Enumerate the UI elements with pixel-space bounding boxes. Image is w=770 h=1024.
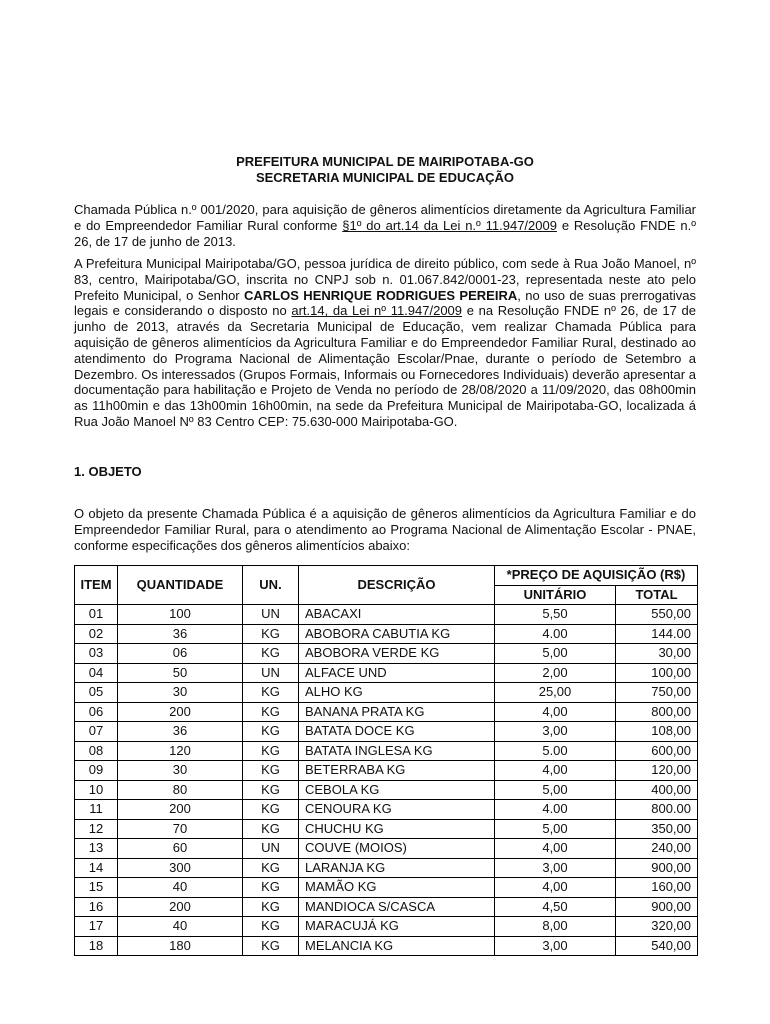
cell-item: 01 <box>75 605 118 625</box>
cell-unitario: 4.00 <box>495 624 616 644</box>
cell-unitario: 25,00 <box>495 683 616 703</box>
cell-quantidade: 120 <box>118 741 243 761</box>
cell-total: 900,00 <box>616 858 698 878</box>
cell-quantidade: 180 <box>118 936 243 956</box>
cell-total: 320,00 <box>616 917 698 937</box>
cell-item: 03 <box>75 644 118 664</box>
cell-unitario: 4.00 <box>495 800 616 820</box>
cell-quantidade: 36 <box>118 722 243 742</box>
cell-un: KG <box>243 858 299 878</box>
table-row <box>75 780 698 800</box>
cell-quantidade: 80 <box>118 780 243 800</box>
cell-quantidade: 36 <box>118 624 243 644</box>
cell-descricao: MARACUJÁ KG <box>299 917 495 937</box>
cell-un: UN <box>243 839 299 859</box>
cell-total: 900,00 <box>616 897 698 917</box>
cell-un: KG <box>243 761 299 781</box>
body-text-after: e na Resolução FNDE nº 26, de 17 de junho de 2013, através da Secretaria Municipal de Educação, vem realizar Chamada Pública para aquisição de gêneros alimentícios da Agricultura Familiar e do Empreendedor Familiar Rural, destinado ao atendimento do Programa Nacional de Alimentação Escolar/Pnae, durante o período de Setembro a Dezembro. Os interessados (Grupos Formais, Informais ou Fornecedores Individuais) deverão apresentar a documentação para habilitação e Projeto de Venda no período de 28/08/2020 a 11/09/2020, das 08h00min as 11h00min e das 13h00min 16h00min, na sede da Prefeitura Municipal de Mairipotaba-GO, localizada á Rua João Manoel Nº 83 Centro CEP: 75.630-000 Mairipotaba-GO. <box>74 303 696 429</box>
cell-quantidade: 70 <box>118 819 243 839</box>
header-total: TOTAL <box>616 585 698 605</box>
table-row <box>75 605 698 625</box>
cell-un: KG <box>243 800 299 820</box>
cell-item: 04 <box>75 663 118 683</box>
cell-un: KG <box>243 917 299 937</box>
cell-item: 10 <box>75 780 118 800</box>
cell-un: KG <box>243 624 299 644</box>
cell-unitario: 3,00 <box>495 936 616 956</box>
cell-item: 17 <box>75 917 118 937</box>
cell-item: 12 <box>75 819 118 839</box>
table-row <box>75 624 698 644</box>
cell-un: KG <box>243 936 299 956</box>
cell-un: KG <box>243 819 299 839</box>
cell-item: 07 <box>75 722 118 742</box>
table-row <box>75 858 698 878</box>
table-row <box>75 702 698 722</box>
section-title-objeto: 1. OBJETO <box>74 464 142 479</box>
table-row <box>75 839 698 859</box>
header-quantidade: QUANTIDADE <box>118 566 243 605</box>
objeto-paragraph: O objeto da presente Chamada Pública é a aquisição de gêneros alimentícios da Agricultura Familiar e do Empreendedor Familiar Rural, para o atendimento ao Programa Nacional de Alimentação Escolar - PNAE, conforme especificações dos gêneros alimentícios abaixo: <box>74 506 696 553</box>
cell-unitario: 3,00 <box>495 722 616 742</box>
mayor-name: CARLOS HENRIQUE RODRIGUES PEREIRA <box>244 287 518 303</box>
cell-total: 160,00 <box>616 878 698 898</box>
cell-descricao: BANANA PRATA KG <box>299 702 495 722</box>
header-item: ITEM <box>75 566 118 605</box>
body-paragraph <box>74 256 696 430</box>
cell-un: KG <box>243 644 299 664</box>
cell-unitario: 4,00 <box>495 878 616 898</box>
cell-descricao: MAMÃO KG <box>299 878 495 898</box>
table-row <box>75 722 698 742</box>
cell-descricao: LARANJA KG <box>299 858 495 878</box>
document-header <box>74 154 696 186</box>
cell-quantidade: 30 <box>118 761 243 781</box>
cell-un: KG <box>243 702 299 722</box>
cell-un: UN <box>243 663 299 683</box>
cell-quantidade: 200 <box>118 897 243 917</box>
table-row <box>75 683 698 703</box>
header-unitario: UNITÁRIO <box>495 585 616 605</box>
cell-total: 108,00 <box>616 722 698 742</box>
header-preco-aquisicao: *PREÇO DE AQUISIÇÃO (R$) <box>495 566 698 586</box>
body-text-middle: , no uso de suas prerrogativas legais e considerando o disposto no <box>74 287 696 319</box>
cell-item: 18 <box>75 936 118 956</box>
cell-descricao: BATATA INGLESA KG <box>299 741 495 761</box>
header-city-hall: PREFEITURA MUNICIPAL DE MAIRIPOTABA-GO <box>236 154 534 169</box>
cell-total: 240,00 <box>616 839 698 859</box>
cell-unitario: 4,50 <box>495 897 616 917</box>
header-descricao: DESCRIÇÃO <box>299 566 495 605</box>
cell-item: 14 <box>75 858 118 878</box>
table-row <box>75 819 698 839</box>
cell-un: KG <box>243 722 299 742</box>
cell-descricao: BATATA DOCE KG <box>299 722 495 742</box>
cell-descricao: ABOBORA CABUTIA KG <box>299 624 495 644</box>
cell-item: 08 <box>75 741 118 761</box>
cell-unitario: 2,00 <box>495 663 616 683</box>
cell-descricao: COUVE (MOIOS) <box>299 839 495 859</box>
intro-paragraph <box>74 202 696 249</box>
cell-quantidade: 200 <box>118 800 243 820</box>
cell-descricao: CENOURA KG <box>299 800 495 820</box>
cell-unitario: 4,00 <box>495 702 616 722</box>
cell-total: 550,00 <box>616 605 698 625</box>
cell-un: KG <box>243 683 299 703</box>
cell-total: 350,00 <box>616 819 698 839</box>
cell-total: 100,00 <box>616 663 698 683</box>
items-table-body <box>75 605 698 956</box>
cell-descricao: ALHO KG <box>299 683 495 703</box>
cell-item: 05 <box>75 683 118 703</box>
cell-unitario: 5,00 <box>495 819 616 839</box>
table-row <box>75 897 698 917</box>
cell-unitario: 5.00 <box>495 741 616 761</box>
intro-law-reference: §1º do art.14 da Lei n.º 11.947/2009 <box>342 217 557 233</box>
cell-quantidade: 30 <box>118 683 243 703</box>
body-text-before: A Prefeitura Municipal Mairipotaba/GO, pessoa jurídica de direito público, com sede à Rua João Manoel, nº 83, centro, Mairipotaba/GO, inscrita no CNPJ sob n. 01.067.842/0001-23, representada neste ato pelo Prefeito Municipal, o Senhor <box>74 256 696 303</box>
cell-total: 400,00 <box>616 780 698 800</box>
cell-un: KG <box>243 741 299 761</box>
cell-unitario: 4,00 <box>495 839 616 859</box>
cell-un: KG <box>243 878 299 898</box>
cell-quantidade: 60 <box>118 839 243 859</box>
header-un: UN. <box>243 566 299 605</box>
table-row <box>75 644 698 664</box>
cell-quantidade: 200 <box>118 702 243 722</box>
cell-unitario: 5,00 <box>495 644 616 664</box>
cell-descricao: ALFACE UND <box>299 663 495 683</box>
cell-item: 09 <box>75 761 118 781</box>
body-law-reference: art.14, da Lei nº 11.947/2009 <box>291 303 463 319</box>
cell-quantidade: 50 <box>118 663 243 683</box>
cell-descricao: MELANCIA KG <box>299 936 495 956</box>
table-row <box>75 878 698 898</box>
cell-descricao: ABACAXI <box>299 605 495 625</box>
cell-quantidade: 300 <box>118 858 243 878</box>
cell-quantidade: 06 <box>118 644 243 664</box>
cell-total: 600,00 <box>616 741 698 761</box>
cell-descricao: MANDIOCA S/CASCA <box>299 897 495 917</box>
table-row <box>75 936 698 956</box>
cell-quantidade: 100 <box>118 605 243 625</box>
cell-un: UN <box>243 605 299 625</box>
cell-quantidade: 40 <box>118 878 243 898</box>
cell-total: 800,00 <box>616 702 698 722</box>
cell-descricao: ABOBORA VERDE KG <box>299 644 495 664</box>
items-table <box>74 565 698 956</box>
cell-un: KG <box>243 780 299 800</box>
intro-text-after: e Resolução FNDE n.º 26, de 17 de junho de 2013. <box>74 217 696 249</box>
cell-item: 16 <box>75 897 118 917</box>
cell-total: 120,00 <box>616 761 698 781</box>
table-row <box>75 761 698 781</box>
cell-unitario: 3,00 <box>495 858 616 878</box>
cell-total: 800.00 <box>616 800 698 820</box>
cell-unitario: 8,00 <box>495 917 616 937</box>
table-row <box>75 917 698 937</box>
cell-descricao: CHUCHU KG <box>299 819 495 839</box>
cell-total: 540,00 <box>616 936 698 956</box>
table-row <box>75 663 698 683</box>
cell-item: 13 <box>75 839 118 859</box>
cell-unitario: 4,00 <box>495 761 616 781</box>
intro-text-before: Chamada Pública n.º 001/2020, para aquisição de gêneros alimentícios diretamente da Agricultura Familiar e do Empreendedor Familiar Rural conforme <box>74 202 696 233</box>
cell-un: KG <box>243 897 299 917</box>
cell-total: 144.00 <box>616 624 698 644</box>
header-secretariat: SECRETARIA MUNICIPAL DE EDUCAÇÃO <box>255 170 515 185</box>
cell-quantidade: 40 <box>118 917 243 937</box>
cell-descricao: CEBOLA KG <box>299 780 495 800</box>
cell-unitario: 5,50 <box>495 605 616 625</box>
table-row <box>75 800 698 820</box>
cell-total: 750,00 <box>616 683 698 703</box>
cell-item: 02 <box>75 624 118 644</box>
cell-item: 06 <box>75 702 118 722</box>
table-row <box>75 741 698 761</box>
cell-item: 11 <box>75 800 118 820</box>
cell-descricao: BETERRABA KG <box>299 761 495 781</box>
cell-item: 15 <box>75 878 118 898</box>
cell-total: 30,00 <box>616 644 698 664</box>
cell-unitario: 5,00 <box>495 780 616 800</box>
